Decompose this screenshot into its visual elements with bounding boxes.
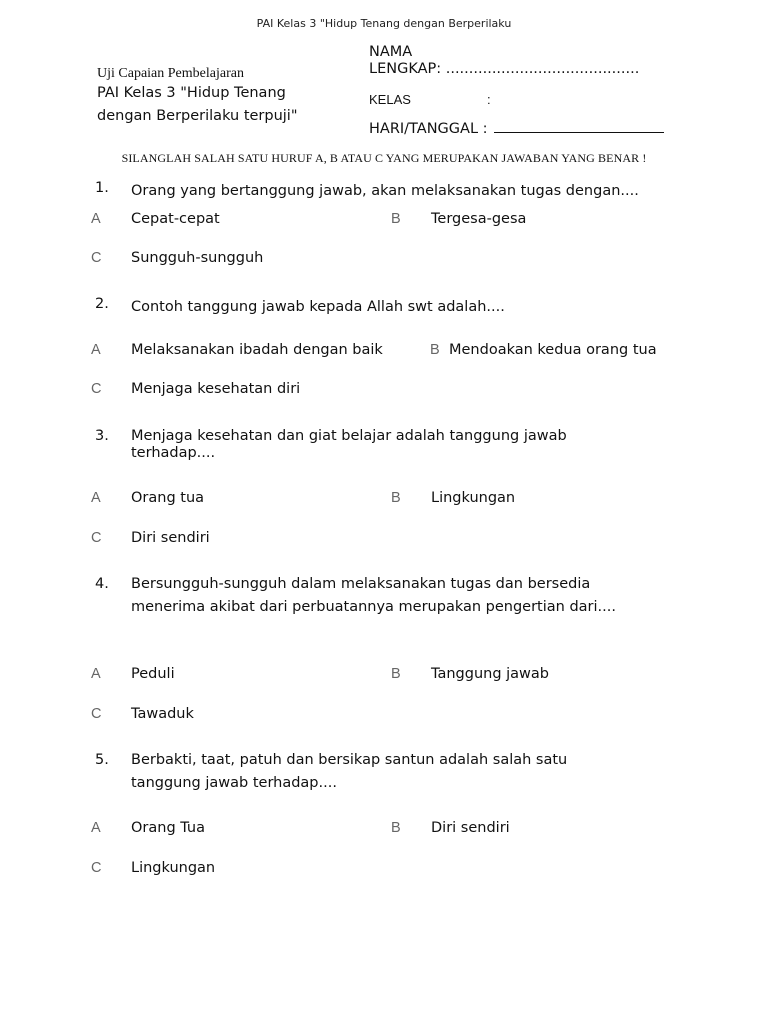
- name-label: NAMA: [369, 44, 413, 60]
- option-letter: A: [91, 211, 101, 227]
- option-letter: C: [91, 860, 102, 876]
- subject-line-2: dengan Berperilaku terpuji": [97, 108, 298, 124]
- subject-line-1: PAI Kelas 3 "Hidup Tenang: [97, 85, 286, 101]
- question-text: Menjaga kesehatan dan giat belajar adalah tanggung jawab terhadap....: [131, 428, 567, 461]
- student-identity-block: [369, 44, 699, 138]
- exam-type: Uji Capaian Pembelajaran: [97, 66, 244, 81]
- class-field[interactable]: [369, 92, 699, 108]
- option-text: Tergesa-gesa: [431, 211, 527, 227]
- option-letter: B: [430, 342, 440, 358]
- exam-title-block: [97, 65, 357, 128]
- question-text: Orang yang bertanggung jawab, akan melaksanakan tugas dengan....: [131, 183, 639, 199]
- option-letter: A: [91, 342, 101, 358]
- option-text: Mendoakan kedua orang tua: [449, 342, 657, 358]
- option-text: Melaksanakan ibadah dengan baik: [131, 342, 383, 358]
- option-text: Sungguh-sungguh: [131, 250, 264, 266]
- option-letter: B: [391, 666, 401, 682]
- option-letter: A: [91, 666, 101, 682]
- option-letter: A: [91, 490, 101, 506]
- question-text: Bersungguh-sungguh dalam melaksanakan tugas dan bersedia menerima akibat dari perbuatannya merupakan pengertian dari....: [131, 576, 616, 615]
- name-field[interactable]: LENGKAP: ..........................................: [369, 61, 640, 77]
- option-text: Menjaga kesehatan diri: [131, 381, 301, 397]
- question-number: 4.: [95, 576, 109, 592]
- date-field[interactable]: [369, 121, 699, 138]
- class-label: KELAS: [369, 92, 411, 107]
- option-text: Diri sendiri: [131, 530, 210, 546]
- option-letter: A: [91, 820, 101, 836]
- option-text: Tanggung jawab: [431, 666, 549, 682]
- option-letter: B: [391, 211, 401, 227]
- option-text: Lingkungan: [431, 490, 516, 506]
- question-number: 5.: [95, 752, 109, 768]
- question-number: 3.: [95, 428, 109, 444]
- option-letter: C: [91, 706, 102, 722]
- class-colon: :: [487, 92, 491, 107]
- date-blank-line[interactable]: [494, 121, 664, 133]
- option-text: Diri sendiri: [431, 820, 510, 836]
- option-text: Tawaduk: [131, 706, 194, 722]
- option-text: Cepat-cepat: [131, 211, 220, 227]
- option-text: Orang Tua: [131, 820, 205, 836]
- option-letter: C: [91, 381, 102, 397]
- option-letter: C: [91, 530, 102, 546]
- date-label: HARI/TANGGAL :: [369, 121, 488, 137]
- option-text: Orang tua: [131, 490, 205, 506]
- question-number: 1.: [95, 180, 109, 196]
- option-letter: C: [91, 250, 102, 266]
- question-number: 2.: [95, 296, 109, 312]
- running-header: PAI Kelas 3 "Hidup Tenang dengan Berperilaku: [256, 17, 512, 30]
- option-letter: B: [391, 820, 401, 836]
- question-text: Contoh tanggung jawab kepada Allah swt adalah....: [131, 299, 505, 315]
- option-letter: B: [391, 490, 401, 506]
- instruction-text: SILANGLAH SALAH SATU HURUF A, B ATAU C YANG MERUPAKAN JAWABAN YANG BENAR !: [121, 151, 647, 165]
- option-text: Lingkungan: [131, 860, 216, 876]
- option-text: Peduli: [131, 666, 175, 682]
- question-text: Berbakti, taat, patuh dan bersikap santun adalah salah satu tanggung jawab terhadap....: [131, 752, 568, 791]
